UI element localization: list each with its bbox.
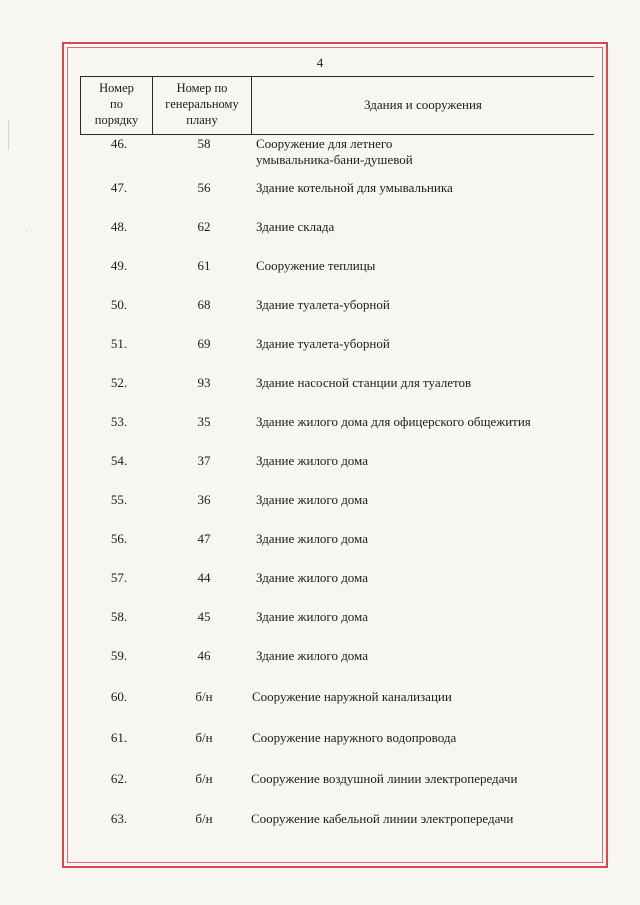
row-order-number: 47. <box>110 180 128 195</box>
row-building-name: Здание туалета-уборной <box>256 297 390 312</box>
row-building-name: Здание жилого дома для офицерского общежития <box>256 414 531 429</box>
row-order-number: 50. <box>110 297 128 312</box>
row-order-number: 52. <box>110 375 128 390</box>
row-plan-number: 56 <box>197 180 211 195</box>
table-row <box>80 336 600 374</box>
table-row <box>80 492 600 530</box>
row-order-number: 55. <box>110 492 128 507</box>
table-top-rule <box>80 76 594 77</box>
table-row <box>80 180 600 218</box>
row-building-name: Здание жилого дома <box>256 648 368 663</box>
row-order-number: 61. <box>110 730 128 745</box>
table-row <box>80 297 600 335</box>
row-building-name: Сооружение наружного водопровода <box>252 730 457 745</box>
row-order-number: 46. <box>110 136 128 151</box>
row-building-name: Сооружение теплицы <box>256 258 376 273</box>
row-order-number: 57. <box>110 570 128 585</box>
header-order-number: Номер по порядку <box>94 81 139 127</box>
row-plan-number: 45 <box>197 609 211 624</box>
row-plan-number: 69 <box>197 336 211 351</box>
table-row <box>80 375 600 413</box>
table-row <box>80 258 600 296</box>
row-building-name: Здание котельной для умывальника <box>256 180 453 195</box>
table-row <box>80 730 600 768</box>
row-plan-number: б/н <box>195 811 213 826</box>
table-row <box>80 453 600 491</box>
row-order-number: 63. <box>110 811 128 826</box>
page-number: 4 <box>316 55 324 70</box>
row-building-name: Здание жилого дома <box>256 492 368 507</box>
row-order-number: 49. <box>110 258 128 273</box>
row-building-name: Сооружение кабельной линии электропередачи <box>251 811 514 826</box>
row-building-name: Здание жилого дома <box>256 570 368 585</box>
row-order-number: 48. <box>110 219 128 234</box>
row-building-name: Здание жилого дома <box>256 531 368 546</box>
row-building-name: Здание насосной станции для туалетов <box>256 375 472 390</box>
table-row <box>80 136 600 174</box>
row-order-number: 53. <box>110 414 128 429</box>
row-plan-number: 62 <box>197 219 211 234</box>
table-row <box>80 648 600 686</box>
row-building-name: Здание склада <box>256 219 335 234</box>
table-row <box>80 219 600 257</box>
row-building-name: Сооружение воздушной линии электропередачи <box>251 771 518 786</box>
row-order-number: 60. <box>110 689 128 704</box>
row-order-number: 51. <box>110 336 128 351</box>
row-order-number: 59. <box>110 648 128 663</box>
table-row <box>80 570 600 608</box>
row-building-name: Сооружение для летнего умывальника-бани-душевой <box>256 136 413 167</box>
row-plan-number: б/н <box>195 771 213 786</box>
table-row <box>80 811 600 849</box>
row-plan-number: 93 <box>197 375 211 390</box>
row-building-name: Здание жилого дома <box>256 453 368 468</box>
header-buildings: Здания и сооружения <box>364 97 482 112</box>
row-plan-number: 68 <box>197 297 211 312</box>
header-plan-number: Номер по генеральному плану <box>165 81 239 127</box>
row-building-name: Сооружение наружной канализации <box>252 689 452 704</box>
table-row <box>80 771 600 809</box>
row-order-number: 58. <box>110 609 128 624</box>
row-plan-number: 37 <box>197 453 211 468</box>
scan-artifact <box>8 120 9 150</box>
row-building-name: Здание жилого дома <box>256 609 368 624</box>
row-building-name: Здание туалета-уборной <box>256 336 390 351</box>
row-plan-number: 46 <box>197 648 211 663</box>
row-plan-number: 44 <box>197 570 211 585</box>
row-order-number: 62. <box>110 771 128 786</box>
table-row <box>80 689 600 727</box>
row-plan-number: 58 <box>197 136 211 151</box>
table-row <box>80 414 600 452</box>
row-order-number: 56. <box>110 531 128 546</box>
table-header-rule <box>80 134 594 135</box>
table-row <box>80 531 600 569</box>
row-order-number: 54. <box>110 453 128 468</box>
row-plan-number: 47 <box>197 531 211 546</box>
row-plan-number: б/н <box>195 730 213 745</box>
row-plan-number: 61 <box>197 258 211 273</box>
table-row <box>80 609 600 647</box>
row-plan-number: б/н <box>195 689 213 704</box>
row-plan-number: 35 <box>197 414 211 429</box>
scan-artifact <box>26 230 27 232</box>
row-plan-number: 36 <box>197 492 211 507</box>
